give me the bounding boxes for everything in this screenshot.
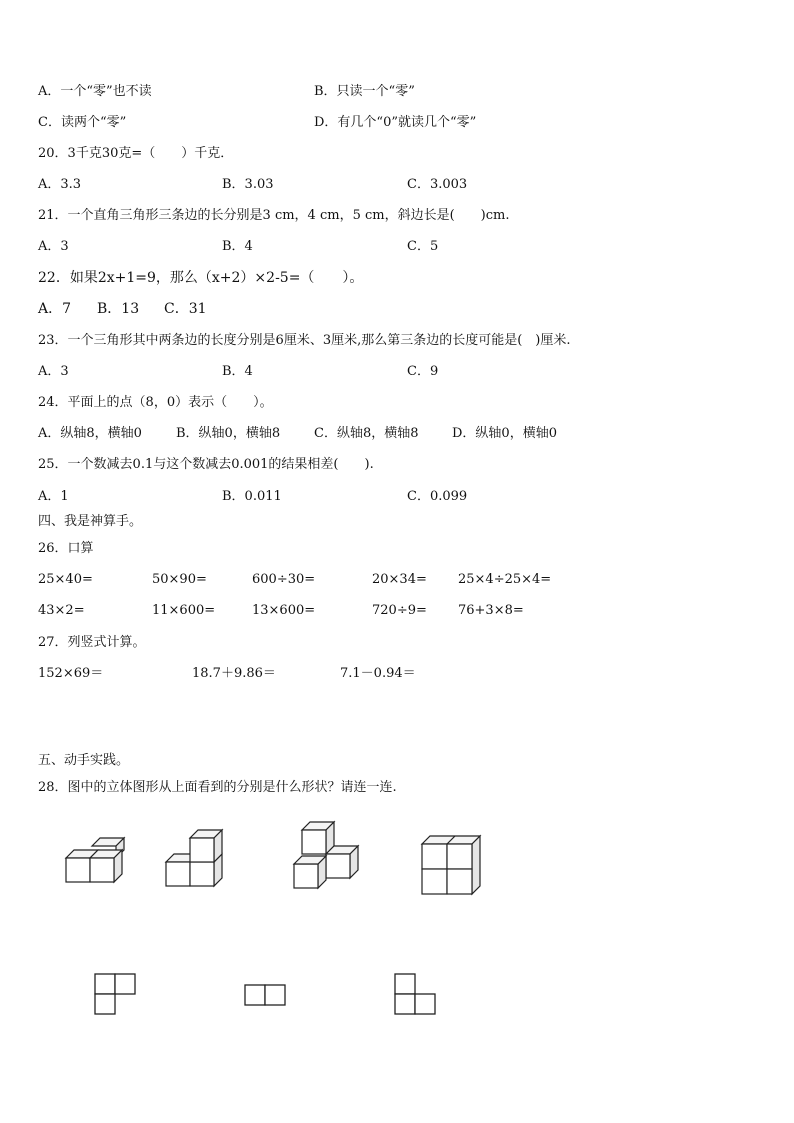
q25-stem: 25．一个数减去0.1与这个数减去0.001的结果相差( ). xyxy=(38,457,374,472)
q22-option-c: C．31 xyxy=(164,301,207,317)
q21-option-c: C．5 xyxy=(407,239,439,254)
q24-option-d: D．纵轴0，横轴0 xyxy=(452,426,557,441)
q22-stem: 22．如果2x+1=9，那么（x+2）×2-5=（ ）。 xyxy=(38,270,364,286)
q27-item: 7.1－0.94＝ xyxy=(340,666,416,681)
solid-figure-3 xyxy=(288,820,364,892)
q21-option-b: B．4 xyxy=(222,239,253,254)
q19-option-c: C．读两个“零” xyxy=(38,115,127,130)
q20-option-b: B．3.03 xyxy=(222,177,274,192)
q22-option-b: B．13 xyxy=(97,301,140,317)
section-5-heading: 五、动手实践。 xyxy=(38,753,130,768)
solid-figure-2 xyxy=(162,826,232,890)
solid-figure-1 xyxy=(60,838,130,890)
q26-row2-item: 76+3×8= xyxy=(458,603,524,618)
section-4-heading: 四、我是神算手。 xyxy=(38,514,143,529)
solid-figure-4 xyxy=(418,832,486,896)
q25-option-b: B．0.011 xyxy=(222,489,282,504)
q27-item: 152×69＝ xyxy=(38,666,104,681)
q24-option-a: A．纵轴8，横轴0 xyxy=(38,426,142,441)
q23-option-a: A．3 xyxy=(38,364,69,379)
q22-option-a: A．7 xyxy=(38,301,72,317)
q26-row2-item: 43×2= xyxy=(38,603,85,618)
q21-option-a: A．3 xyxy=(38,239,69,254)
q23-option-c: C．9 xyxy=(407,364,439,379)
q26-row2-item: 11×600= xyxy=(152,603,216,618)
q26-stem: 26．口算 xyxy=(38,541,94,556)
top-view-shape-3 xyxy=(394,973,438,1017)
q20-stem: 20．3千克30克=（ ）千克． xyxy=(38,146,234,161)
q27-item: 18.7＋9.86＝ xyxy=(192,666,276,681)
q25-option-c: C．0.099 xyxy=(407,489,468,504)
q19-option-d: D．有几个“0”就读几个“零” xyxy=(314,115,477,130)
q23-stem: 23．一个三角形其中两条边的长度分别是6厘米、3厘米,那么第三条边的长度可能是( )厘米. xyxy=(38,333,571,348)
q26-row2-item: 13×600= xyxy=(252,603,316,618)
q26-row1-item: 20×34= xyxy=(372,572,427,587)
q19-option-a: A．一个“零”也不读 xyxy=(38,84,152,99)
q24-stem: 24．平面上的点（8，0）表示（ ）。 xyxy=(38,395,273,410)
q23-option-b: B．4 xyxy=(222,364,253,379)
q26-row2-item: 720÷9= xyxy=(372,603,427,618)
q21-stem: 21．一个直角三角形三条边的长分别是3 cm，4 cm，5 cm，斜边长是( )cm. xyxy=(38,208,510,223)
q26-row1-item: 600÷30= xyxy=(252,572,316,587)
q19-option-b: B．只读一个“零” xyxy=(314,84,415,99)
q27-stem: 27．列竖式计算。 xyxy=(38,635,146,650)
q26-row1-item: 25×40= xyxy=(38,572,93,587)
q26-row1-item: 25×4÷25×4= xyxy=(458,572,552,587)
top-view-shape-1 xyxy=(94,973,138,1017)
q20-option-c: C．3.003 xyxy=(407,177,468,192)
q28-stem: 28．图中的立体图形从上面看到的分别是什么形状？请连一连. xyxy=(38,780,397,795)
q24-option-b: B．纵轴0，横轴8 xyxy=(176,426,281,441)
q26-row1-item: 50×90= xyxy=(152,572,207,587)
top-view-shape-2 xyxy=(244,984,288,1008)
q24-option-c: C．纵轴8，横轴8 xyxy=(314,426,419,441)
q20-option-a: A．3.3 xyxy=(38,177,82,192)
q25-option-a: A．1 xyxy=(38,489,69,504)
